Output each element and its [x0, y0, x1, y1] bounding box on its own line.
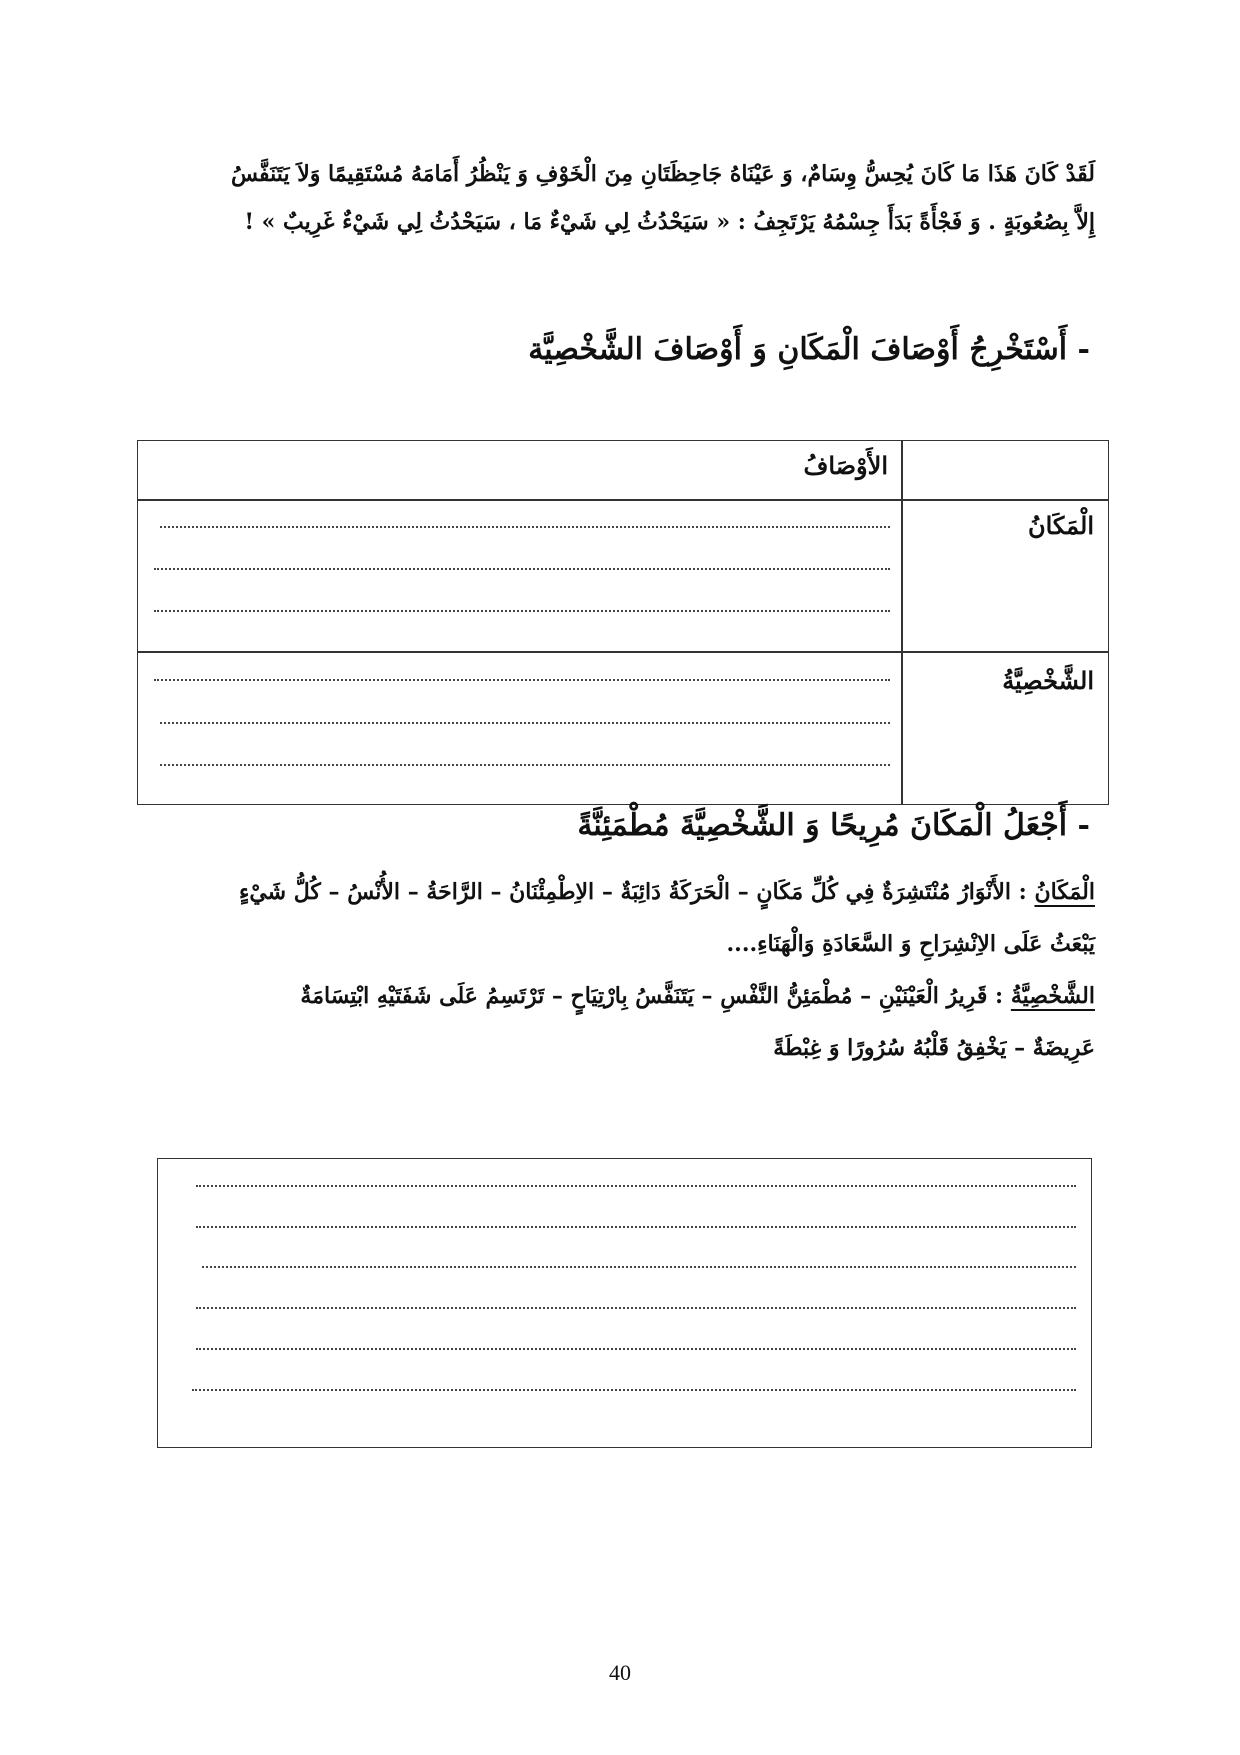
place-label: الْمَكَانُ [1034, 879, 1095, 905]
page-number: 40 [609, 1660, 631, 1685]
writing-line-4[interactable] [196, 1307, 1076, 1309]
place-text-1: : الأَنْوَارُ مُنْتَشِرَةٌ فِي كُلِّ مَكَانٍ – الْحَرَكَةُ دَائِبَةٌ – الاِطْمِئْنَانُ – الرَّاحَةُ – الأُنْسُ – كُلُّ شَيْءٍ [238, 879, 1035, 905]
character-answer-line-2[interactable] [160, 722, 890, 724]
task-2-title: - أَجْعَلُ الْمَكَانَ مُرِيحًا وَ الشَّخْصِيَّةَ مُطْمَئِنَّةً [577, 808, 1090, 843]
model-place-description [130, 866, 1095, 970]
writing-line-2[interactable] [196, 1226, 1076, 1228]
passage-line-2: إِلاَّ بِصُعُوبَةٍ . وَ فَجْأَةً بَدَأَ جِسْمُهُ يَرْتَجِفُ : « سَيَحْدُثُ لِي شَيْءٌ مَا ، سَيَحْدُثُ لِي شَيْءٌ غَرِيبٌ » ! [244, 209, 1095, 235]
writing-box [157, 1158, 1092, 1448]
character-answer-line-1[interactable] [154, 679, 890, 681]
table-row-label-place: الْمَكَانُ [1027, 511, 1094, 540]
table-header-divider [138, 499, 1108, 501]
writing-line-6[interactable] [192, 1389, 1076, 1391]
place-description-line-1 [130, 866, 1095, 918]
place-answer-line-1[interactable] [160, 526, 890, 528]
writing-line-1[interactable] [196, 1185, 1076, 1187]
character-answer-line-3[interactable] [160, 764, 890, 766]
model-character-description [130, 970, 1095, 1074]
task-1-title: - أَسْتَخْرِجُ أَوْصَافَ الْمَكَانِ وَ أَوْصَافَ الشَّخْصِيَّة [528, 332, 1090, 367]
place-answer-line-2[interactable] [154, 568, 890, 570]
writing-line-5[interactable] [196, 1348, 1076, 1350]
place-text-2: يَبْعَثُ عَلَى الاِنْشِرَاحِ وَ السَّعَادَةِ وَالْهَنَاءِ.... [726, 931, 1095, 957]
character-label: الشَّخْصِيَّةُ [1010, 983, 1095, 1009]
place-answer-line-3[interactable] [154, 610, 890, 612]
character-description-line-1 [130, 970, 1095, 1022]
writing-line-3[interactable] [202, 1266, 1076, 1268]
table-column-divider [901, 441, 903, 804]
table-header-descriptions: الأَوْصَافُ [803, 451, 888, 480]
table-row-label-character: الشَّخْصِيَّةُ [1002, 666, 1094, 695]
table-row-divider [138, 651, 1108, 653]
descriptions-table [137, 440, 1109, 805]
passage [150, 150, 1095, 246]
character-text-2: عَرِيضَةٌ – يَخْفِقُ قَلْبُهُ سُرُورًا وَ غِبْطَةً [773, 1035, 1095, 1061]
passage-line-1: لَقَدْ كَانَ هَذَا مَا كَانَ يُحِسُّ وِسَامٌ، وَ عَيْنَاهُ جَاحِظَتَانِ مِنَ الْخَوْفِ وَ يَنْظُرُ أَمَامَهُ مُسْتَقِيمًا وَلاَ يَتَنَفَّسُ [230, 161, 1095, 187]
character-text-1: : قَرِيرُ الْعَيْنَيْنِ – مُطْمَئِنُّ النَّفْسِ – يَتَنَفَّسُ بِارْتِيَاحٍ – تَرْتَسِمُ عَلَى شَفَتَيْهِ ابْتِسَامَةٌ [300, 983, 1011, 1009]
